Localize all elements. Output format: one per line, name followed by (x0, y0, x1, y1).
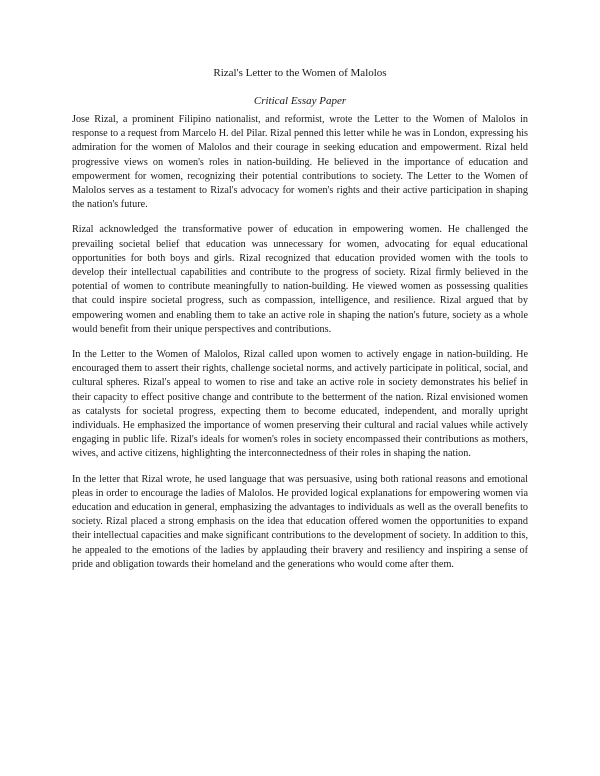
paragraph-2: Rizal acknowledged the transformative power of education in empowering women. He challenged the prevailing societal belief that education was unnecessary for women, advocating for equal educational opportunities for both boys and girls. Rizal recognized that education provided women with the tools to develop their intellectual capabilities and contribute to the progress of society. Rizal firmly believed in the potential of women to contribute meaningfully to nation-building. He viewed women as possessing qualities that could inspire societal progress, such as compassion, intelligence, and resilience. Rizal argued that by empowering women and enabling them to take an active role in shaping the nation's future, society as a whole would benefit from their unique perspectives and contributions. (72, 224, 528, 335)
paragraph-1: Jose Rizal, a prominent Filipino nationalist, and reformist, wrote the Letter to the Women of Malolos in response to a request from Marcelo H. del Pilar. Rizal penned this letter while he was in London, expressing his admiration for the women of Malolos and their courage in seeking education and empowerment. Rizal held progressive views on women's roles in nation-building. He believed in the importance of education and empowerment for women, recognizing their potential contributions to society. The Letter to the Women of Malolos serves as a testament to Rizal's advocacy for women's rights and their active participation in shaping the nation's future. (72, 114, 528, 211)
paragraph-4: In the letter that Rizal wrote, he used language that was persuasive, using both rational reasons and emotional pleas in order to encourage the ladies of Malolos. He provided logical explanations for empowering women via education and education in general, emphasizing the advantages to individuals as well as the overall benefits to society. Rizal placed a strong emphasis on the idea that education offered women the opportunities to expand their intellectual capacities and make significant contributions to the development of society. In addition to this, he appealed to the emotions of the ladies by applauding their bravery and resiliency and inspiring a sense of pride and obligation towards their homeland and the generations who would come after them. (72, 473, 528, 570)
document-title: Rizal's Letter to the Women of Malolos (213, 67, 387, 79)
paragraph-3: In the Letter to the Women of Malolos, Rizal called upon women to actively engage in nation-building. He encouraged them to assert their rights, challenge societal norms, and actively participate in political, social, and cultural spheres. Rizal's appeal to women to rise and take an active role in society demonstrates his belief in their capacity to effect positive change and contribute to the betterment of the nation. Rizal envisioned women as catalysts for societal progress, expecting them to become educated, independent, and morally upright individuals. He emphasized the importance of women preserving their cultural and racial values while actively engaging in public life. Rizal's ideals for women's roles in society encompassed their contributions as mothers, wives, and active citizens, highlighting the interconnectedness of their roles in shaping the nation. (72, 349, 528, 460)
document-subtitle: Critical Essay Paper (253, 95, 347, 107)
document-page (72, 66, 528, 583)
